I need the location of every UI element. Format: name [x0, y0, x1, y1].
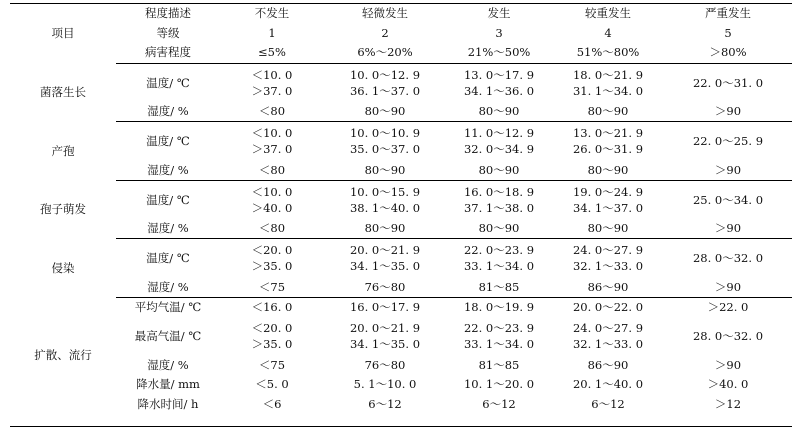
factor-label-cell: 温度/ ℃: [146, 75, 190, 90]
value-line: 86～90: [587, 357, 629, 372]
value-cell: [220, 63, 324, 102]
factor-label-cell: 温度/ ℃: [146, 134, 190, 148]
factor-label-cell: 湿度/ %: [116, 160, 220, 180]
value-cell: [552, 277, 664, 297]
value-cell: [324, 277, 446, 297]
factor-label-cell: 温度/ ℃: [146, 251, 190, 265]
value-line: ＜10. 0: [251, 126, 293, 140]
header-value: 3: [495, 25, 503, 40]
value-cell: [446, 160, 552, 180]
header-value: 较重发生: [585, 6, 631, 21]
value-line: 80～90: [587, 162, 629, 177]
value-cell: [446, 63, 552, 102]
value-cell: [324, 297, 446, 317]
value-cell: [324, 394, 446, 414]
value-line: 34. 1～36. 0: [463, 83, 535, 98]
table-row: [10, 102, 792, 122]
value-line: 33. 1～34. 0: [463, 259, 535, 273]
value-line: 28. 0～32. 0: [692, 329, 764, 343]
value-line: 28. 0～32. 0: [692, 251, 764, 265]
value-line: ＜80: [258, 221, 286, 236]
value-cell: [552, 219, 664, 239]
table-row: [10, 180, 792, 219]
value-cell: [664, 375, 792, 395]
value-line: ＜75: [258, 279, 286, 294]
value-line: ＞90: [714, 357, 742, 372]
value-line: 5. 1～10. 0: [353, 377, 417, 392]
value-line: 10. 0～12. 9: [349, 67, 421, 82]
value-cell: [552, 180, 664, 219]
header-value: 轻微发生: [362, 6, 408, 21]
value-cell: [220, 219, 324, 239]
factor-label-cell: 湿度/ %: [116, 277, 220, 297]
table-row: [10, 239, 792, 278]
value-line: 33. 1～34. 0: [463, 337, 535, 351]
value-cell: [446, 102, 552, 122]
value-line: 25. 0～34. 0: [692, 192, 764, 207]
factor-label-cell: 最高气温/ ℃: [134, 329, 202, 343]
value-line: 13. 0～21. 9: [572, 126, 644, 140]
value-cell: [664, 102, 792, 122]
value-line: 80～90: [364, 221, 406, 236]
value-cell: [552, 317, 664, 355]
value-cell: [664, 239, 792, 278]
factor-label-cell: 湿度/ %: [147, 357, 189, 372]
value-cell: [446, 277, 552, 297]
value-line: 10. 0～15. 9: [349, 184, 421, 199]
value-cell: [324, 317, 446, 355]
value-line: 80～90: [587, 221, 629, 236]
value-cell: [664, 277, 792, 297]
value-cell: [552, 239, 664, 278]
value-cell: [220, 180, 324, 219]
value-line: 37. 1～38. 0: [463, 200, 535, 215]
value-line: ＞12: [714, 396, 742, 411]
bottom-rule: [10, 426, 792, 427]
value-cell: [552, 63, 664, 102]
header-value: 2: [381, 25, 389, 40]
value-line: ＜5. 0: [255, 377, 289, 392]
value-cell: [552, 297, 664, 317]
value-line: ＞35. 0: [251, 259, 293, 273]
value-cell: [446, 180, 552, 219]
value-line: 80～90: [364, 162, 406, 177]
header-value: 21%～50%: [446, 43, 552, 63]
value-cell: [664, 219, 792, 239]
value-cell: [220, 122, 324, 161]
table-row: [10, 375, 792, 395]
value-cell: [446, 394, 552, 414]
value-line: 18. 0～21. 9: [572, 67, 644, 82]
value-line: 10. 1～20. 0: [463, 377, 535, 392]
header-value: 4: [604, 25, 612, 40]
value-cell: [446, 219, 552, 239]
value-cell: [220, 239, 324, 278]
value-cell: [220, 102, 324, 122]
value-line: ＜10. 0: [251, 184, 293, 199]
table-body: [10, 4, 792, 414]
header-value: 发生: [487, 6, 511, 21]
value-cell: [664, 160, 792, 180]
value-cell: [220, 355, 324, 375]
value-cell: [664, 317, 792, 355]
value-cell: [324, 375, 446, 395]
value-cell: [324, 122, 446, 161]
value-line: 6～12: [368, 396, 402, 411]
value-line: 22. 0～23. 9: [463, 321, 535, 335]
value-line: 80～90: [478, 221, 520, 236]
value-line: 86～90: [587, 279, 629, 294]
header-value: ≤5%: [220, 43, 324, 63]
factor-label-cell: 降水时间/ h: [137, 396, 199, 411]
value-cell: [220, 277, 324, 297]
factor-label-cell: 湿度/ %: [116, 102, 220, 122]
header-item-cell: 项目: [51, 26, 75, 40]
value-line: 24. 0～27. 9: [572, 243, 644, 257]
value-line: 35. 0～37. 0: [349, 142, 421, 156]
value-line: 6～12: [482, 396, 516, 411]
value-line: 20. 1～40. 0: [572, 377, 644, 392]
value-line: 20. 0～22. 0: [572, 300, 644, 315]
group-name-cell: 侵染: [51, 260, 75, 275]
value-line: 20. 0～21. 9: [349, 243, 421, 257]
value-line: 34. 1～35. 0: [349, 259, 421, 273]
header-value: ＞80%: [664, 43, 792, 63]
value-cell: [552, 355, 664, 375]
value-cell: [446, 317, 552, 355]
value-line: 24. 0～27. 9: [572, 321, 644, 335]
value-line: ＞90: [714, 221, 742, 236]
value-cell: [446, 122, 552, 161]
value-cell: [552, 102, 664, 122]
value-cell: [324, 180, 446, 219]
value-cell: [664, 297, 792, 317]
value-line: 26. 0～31. 9: [572, 142, 644, 156]
value-line: 22. 0～25. 9: [692, 134, 764, 148]
value-line: ＜80: [258, 104, 286, 119]
value-line: 36. 1～37. 0: [349, 83, 421, 98]
factor-label-cell: 湿度/ %: [116, 219, 220, 239]
value-line: ＞37. 0: [251, 142, 293, 156]
value-line: 6～12: [591, 396, 625, 411]
value-line: ＞40. 0: [251, 200, 293, 215]
value-cell: [324, 160, 446, 180]
value-line: 76～80: [364, 357, 406, 372]
header-row: [10, 4, 792, 24]
table-row: [10, 394, 792, 414]
table-row: [10, 277, 792, 297]
group-name-cell: 菌落生长: [40, 85, 86, 100]
value-cell: [446, 355, 552, 375]
header-label: 病害程度: [116, 43, 220, 63]
table-row: [10, 219, 792, 239]
value-cell: [324, 102, 446, 122]
value-line: ＜16. 0: [251, 300, 293, 315]
value-cell: [220, 317, 324, 355]
table-row: [10, 122, 792, 161]
value-line: 80～90: [478, 104, 520, 119]
table-row: [10, 160, 792, 180]
value-cell: [220, 394, 324, 414]
value-cell: [446, 375, 552, 395]
value-line: ＞35. 0: [251, 337, 293, 351]
table-row: [10, 63, 792, 102]
value-cell: [324, 355, 446, 375]
value-line: 80～90: [587, 104, 629, 119]
header-value: 5: [724, 25, 732, 40]
value-line: 32. 0～34. 9: [463, 142, 535, 156]
group-name-cell: 孢子萌发: [40, 202, 86, 217]
value-line: ＞90: [714, 279, 742, 294]
value-line: 22. 0～31. 0: [692, 75, 764, 90]
value-cell: [664, 394, 792, 414]
disease-grade-table: [10, 4, 792, 414]
value-cell: [664, 63, 792, 102]
value-cell: [324, 239, 446, 278]
header-row: [10, 43, 792, 63]
value-line: ＜80: [258, 162, 286, 177]
value-line: 76～80: [364, 279, 406, 294]
header-label: 等级: [156, 25, 180, 40]
factor-label-cell: 平均气温/ ℃: [134, 300, 202, 315]
value-cell: [220, 160, 324, 180]
value-line: 16. 0～18. 9: [463, 184, 535, 199]
value-cell: [220, 297, 324, 317]
value-line: 19. 0～24. 9: [572, 184, 644, 199]
value-line: ＜10. 0: [251, 67, 293, 82]
value-line: 31. 1～34. 0: [572, 83, 644, 98]
group-name-cell: 产孢: [51, 143, 75, 158]
table-row: [10, 355, 792, 375]
value-line: 20. 0～21. 9: [349, 321, 421, 335]
value-line: ＞90: [714, 162, 742, 177]
value-line: 80～90: [478, 162, 520, 177]
value-cell: [552, 122, 664, 161]
value-line: 32. 1～33. 0: [572, 259, 644, 273]
header-row: [10, 24, 792, 44]
table-row: [10, 317, 792, 355]
value-cell: [446, 239, 552, 278]
group-name-cell: 扩散、流行: [34, 348, 92, 363]
value-line: 32. 1～33. 0: [572, 337, 644, 351]
value-cell: [552, 394, 664, 414]
value-cell: [446, 297, 552, 317]
value-line: 80～90: [364, 104, 406, 119]
value-cell: [220, 375, 324, 395]
header-label: 程度描述: [145, 6, 191, 21]
value-cell: [552, 375, 664, 395]
value-line: 10. 0～10. 9: [349, 126, 421, 140]
header-value: 51%～80%: [552, 43, 664, 63]
value-line: ＞37. 0: [251, 83, 293, 98]
value-cell: [324, 63, 446, 102]
value-cell: [324, 219, 446, 239]
value-cell: [664, 355, 792, 375]
value-line: ＞90: [714, 104, 742, 119]
header-value: 严重发生: [705, 6, 751, 21]
value-line: ＜6: [262, 396, 282, 411]
factor-label-cell: 温度/ ℃: [146, 192, 190, 207]
value-line: ＞40. 0: [707, 377, 749, 392]
value-line: 81～85: [478, 279, 520, 294]
value-line: ＞22. 0: [707, 300, 749, 315]
value-line: 16. 0～17. 9: [349, 300, 421, 315]
value-cell: [664, 122, 792, 161]
value-line: 34. 1～37. 0: [572, 200, 644, 215]
value-line: 22. 0～23. 9: [463, 243, 535, 257]
value-line: 11. 0～12. 9: [463, 126, 535, 140]
value-line: 13. 0～17. 9: [463, 67, 535, 82]
value-cell: [552, 160, 664, 180]
value-line: ＜20. 0: [251, 243, 293, 257]
value-line: 34. 1～35. 0: [349, 337, 421, 351]
header-value: 1: [268, 25, 276, 40]
value-line: 18. 0～19. 9: [463, 300, 535, 315]
header-value: 不发生: [254, 6, 290, 21]
table-row: [10, 297, 792, 317]
value-line: 81～85: [478, 357, 520, 372]
factor-label-cell: 降水量/ mm: [136, 377, 200, 392]
header-value: 6%～20%: [324, 43, 446, 63]
value-line: 38. 1～40. 0: [349, 200, 421, 215]
value-cell: [664, 180, 792, 219]
value-line: ＜20. 0: [251, 321, 293, 335]
value-line: ＜75: [258, 357, 286, 372]
